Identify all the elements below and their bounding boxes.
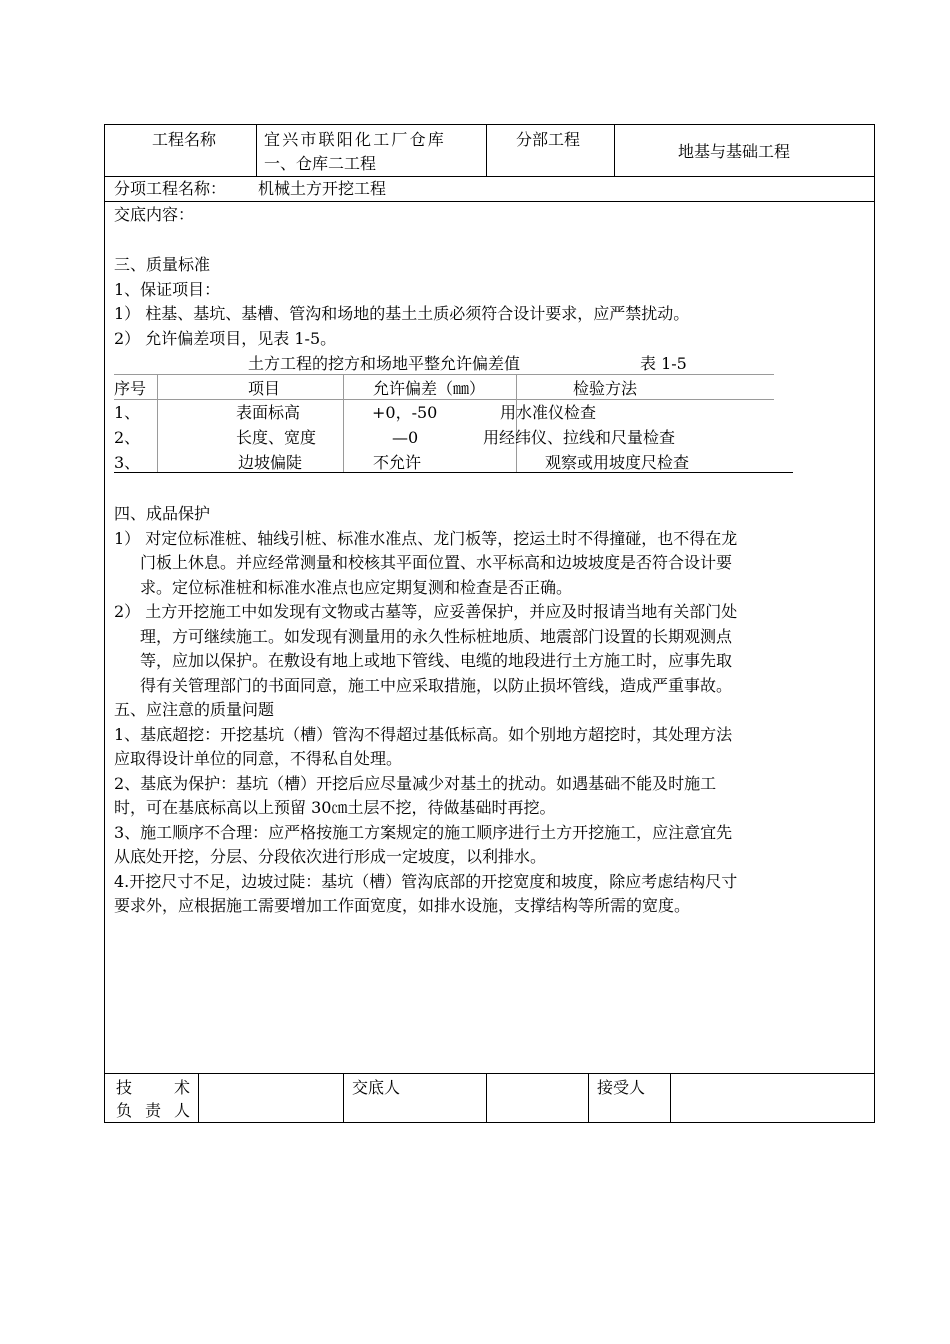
tolerance-row-index: 3、 bbox=[114, 453, 141, 472]
col-divider bbox=[670, 1073, 671, 1122]
paragraph-line: 1） 对定位标准桩、轴线引桩、标准水准点、龙门板等，挖运土时不得撞碰，也不得在龙 bbox=[114, 528, 738, 548]
project-name-label: 工程名称 bbox=[152, 130, 217, 149]
tolerance-row-item: 表面标高 bbox=[236, 403, 301, 422]
tolerance-row-method: 用经纬仪、拉线和尺量检查 bbox=[483, 428, 676, 447]
tolerance-header-index: 序号 bbox=[114, 379, 147, 398]
tech-lead-label-char: 人 bbox=[173, 1101, 190, 1120]
division-value: 地基与基础工程 bbox=[678, 142, 791, 161]
tolerance-row-item: 长度、宽度 bbox=[236, 428, 317, 447]
tolerance-header-allowance: 允许偏差（㎜） bbox=[373, 379, 486, 398]
paragraph-line: 求。定位标准桩和标准水准点也应定期复测和检查是否正确。 bbox=[140, 577, 573, 597]
paragraph-line: 等，应加以保护。在敷设有地上或地下管线、电缆的地段进行土方施工时，应事先取 bbox=[140, 651, 733, 670]
tolerance-row-allowance: —0 bbox=[392, 428, 419, 447]
paragraph-line: 门板上休息。并应经常测量和校核其平面位置、水平标高和边坡坡度是否符合设计要 bbox=[140, 553, 733, 572]
paragraph-line: 应取得设计单位的同意，不得私自处理。 bbox=[114, 749, 403, 768]
section3-item1-1: 1） 柱基、基坑、基槽、管沟和场地的基土土质必须符合设计要求，应严禁扰动。 bbox=[114, 304, 690, 323]
tolerance-row-allowance: 不允许 bbox=[373, 453, 422, 472]
paragraph-line: 4.开挖尺寸不足，边坡过陡：基坑（槽）管沟底部的开挖宽度和坡度，除应考虑结构尺寸 bbox=[114, 871, 738, 891]
col-divider bbox=[256, 124, 257, 176]
row-divider bbox=[104, 1073, 875, 1074]
paragraph-line: 2） 土方开挖施工中如发现有文物或古墓等，应妥善保护，并应及时报请当地有关部门处 bbox=[114, 602, 738, 621]
tolerance-table-caption: 土方工程的挖方和场地平整允许偏差值 bbox=[248, 354, 521, 373]
tolerance-row-index: 1、 bbox=[114, 403, 141, 422]
tolerance-row-index: 2、 bbox=[114, 428, 141, 447]
tolerance-header-method: 检验方法 bbox=[573, 379, 638, 398]
content-label: 交底内容： bbox=[114, 205, 195, 224]
tolerance-row-allowance: +0，-50 bbox=[372, 403, 438, 422]
division-label: 分部工程 bbox=[516, 130, 581, 149]
section3-item1: 1、保证项目： bbox=[114, 280, 221, 299]
tolerance-table-top-rule bbox=[114, 374, 774, 375]
tech-lead-label-line2 bbox=[116, 1099, 190, 1123]
project-name-value-line2: 一、仓库二工程 bbox=[264, 154, 377, 173]
section4-title: 四、成品保护 bbox=[114, 504, 211, 523]
col-divider bbox=[486, 1073, 487, 1122]
col-divider bbox=[588, 1073, 589, 1122]
subitem-value: 机械土方开挖工程 bbox=[258, 179, 387, 198]
table-right-border bbox=[874, 124, 875, 1122]
subitem-label: 分项工程名称： bbox=[114, 179, 227, 198]
col-divider bbox=[614, 124, 615, 176]
project-name-value-line1: 宜兴市联阳化工厂仓库 bbox=[264, 130, 447, 149]
table-bottom-border bbox=[104, 1122, 875, 1123]
discloser-label: 交底人 bbox=[352, 1078, 401, 1097]
tech-lead-label-char: 术 bbox=[173, 1078, 190, 1097]
paragraph-line: 时，可在基底标高以上预留 30㎝土层不挖，待做基础时再挖。 bbox=[114, 798, 556, 817]
tolerance-table-col-divider bbox=[157, 374, 158, 472]
paragraph-line: 要求外，应根据施工需要增加工作面宽度，如排水设施，支撑结构等所需的宽度。 bbox=[114, 896, 691, 915]
section5-title: 五、应注意的质量问题 bbox=[114, 700, 275, 719]
tech-lead-label-char: 技 bbox=[116, 1078, 133, 1097]
paragraph-line: 理，方可继续施工。如发现有测量用的永久性标桩地质、地震部门设置的长期观测点 bbox=[140, 626, 733, 646]
row-divider bbox=[104, 201, 875, 202]
tech-lead-label-char: 责 bbox=[144, 1101, 161, 1120]
tolerance-table-number: 表 1-5 bbox=[640, 354, 687, 373]
tech-lead-label-char: 负 bbox=[116, 1101, 133, 1120]
col-divider bbox=[486, 124, 487, 176]
table-top-border bbox=[104, 124, 875, 125]
receiver-label: 接受人 bbox=[597, 1078, 646, 1097]
tech-lead-label-line1 bbox=[116, 1076, 190, 1100]
tolerance-header-item: 项目 bbox=[248, 379, 281, 398]
tolerance-row-item: 边坡偏陡 bbox=[238, 453, 303, 472]
col-divider bbox=[343, 1073, 344, 1122]
section3-title: 三、质量标准 bbox=[114, 255, 211, 274]
tolerance-table-col-divider bbox=[343, 374, 344, 472]
paragraph-line: 1、基底超挖：开挖基坑（槽）管沟不得超过基低标高。如个别地方超挖时，其处理方法 bbox=[114, 724, 733, 744]
body-text-block bbox=[114, 502, 866, 919]
tolerance-row-method: 用水准仪检查 bbox=[500, 403, 597, 422]
col-divider bbox=[198, 1073, 199, 1122]
tolerance-row-method: 观察或用坡度尺检查 bbox=[545, 453, 690, 472]
paragraph-line: 从底处开挖，分层、分段依次进行形成一定坡度，以利排水。 bbox=[114, 847, 547, 866]
section3-item2: 2） 允许偏差项目，见表 1-5。 bbox=[114, 329, 337, 348]
table-left-border bbox=[104, 124, 105, 1122]
paragraph-line: 2、基底为保护：基坑（槽）开挖后应尽量减少对基土的扰动。如遇基础不能及时施工 bbox=[114, 773, 717, 793]
paragraph-line: 得有关管理部门的书面同意，施工中应采取措施，以防止损坏管线，造成严重事故。 bbox=[140, 675, 733, 695]
paragraph-line: 3、施工顺序不合理：应严格按施工方案规定的施工顺序进行土方开挖施工，应注意宜先 bbox=[114, 822, 733, 842]
tolerance-table-bottom-rule bbox=[114, 472, 793, 473]
